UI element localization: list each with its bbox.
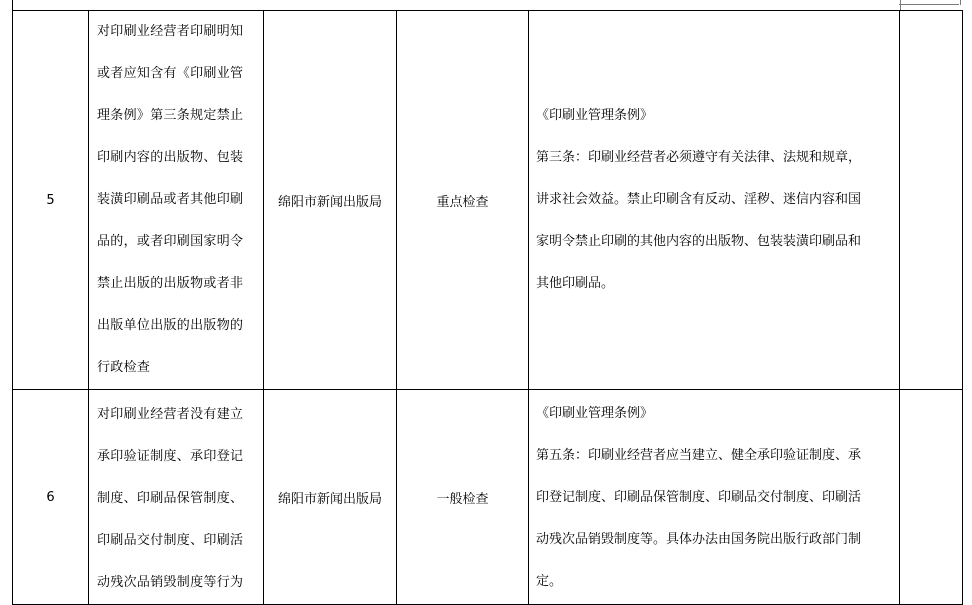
row-number-cell [13,11,89,390]
inspection-item-cell [89,11,264,390]
inspection-item-line: 禁止出版的出版物或者非 [97,276,244,291]
inspection-item-line: 或者应知含有《印刷业管 [97,66,244,81]
inspection-item-line: 制度、印刷品保管制度、 [97,491,244,506]
inspection-type: 重点检查 [436,194,489,210]
table-row [13,11,963,390]
legal-basis-text [529,391,899,603]
legal-basis-line: 家明令禁止印刷的其他内容的出版物、包装装潢印刷品和 [536,234,862,249]
inspection-item-text [89,11,263,389]
inspection-item-line: 印刷内容的出版物、包装 [97,150,244,165]
legal-basis-cell [529,390,900,605]
extra-cell [900,11,963,390]
inspection-item-line: 印刷品交付制度、印刷活 [97,533,244,548]
inspection-type-cell [397,11,529,390]
row-number: 5 [46,192,55,208]
inspection-item-line: 对印刷业经营者没有建立 [97,407,244,422]
department-cell [264,390,397,605]
extra-cell [900,390,963,605]
legal-basis-line: 讲求社会效益。禁止印刷含有反动、淫秽、迷信内容和国 [536,192,862,207]
legal-basis-line: 第五条：印刷业经营者应当建立、健全承印验证制度、承 [536,448,862,463]
legal-basis-line: 其他印刷品。 [536,276,615,291]
legal-basis-line: 动残次品销毁制度等。具体办法由国务院出版行政部门制 [536,532,862,547]
legal-basis-line: 定。 [536,574,563,589]
page-corner-mark [899,0,959,5]
legal-basis-cell [529,11,900,390]
legal-basis-line: 《印刷业管理条例》 [536,406,654,421]
inspection-item-line: 出版单位出版的出版物的 [97,318,244,333]
inspection-type-cell [397,390,529,605]
inspection-item-cell [89,390,264,605]
inspection-item-line: 承印验证制度、承印登记 [97,449,244,464]
inspection-item-line: 动残次品销毁制度等行为 [97,575,244,590]
department-cell [264,11,397,390]
legal-basis-line: 印登记制度、印刷品保管制度、印刷品交付制度、印刷活 [536,490,862,505]
page-corner-mark-vertical [900,0,901,10]
department-name: 绵阳市新闻出版局 [277,491,382,507]
table-row [13,390,963,605]
inspection-type: 一般检查 [436,491,489,507]
page-corner-tick [960,0,961,5]
inspection-item-line: 装潢印刷品或者其他印刷 [97,192,244,207]
inspection-item-line: 理条例》第三条规定禁止 [97,108,244,123]
inspection-item-text [89,390,263,604]
inspection-item-line: 对印刷业经营者印刷明知 [97,24,244,39]
row-number: 6 [46,489,55,505]
inspection-item-line: 品的，或者印刷国家明令 [97,234,244,249]
legal-basis-text [529,95,899,305]
legal-basis-line: 《印刷业管理条例》 [536,108,654,123]
table-top-continuation [12,0,905,10]
department-name: 绵阳市新闻出版局 [277,194,382,210]
inspection-item-line: 行政检查 [97,360,151,375]
legal-basis-line: 第三条：印刷业经营者必须遵守有关法律、法规和规章， [536,150,862,165]
inspection-table [12,10,963,605]
row-number-cell [13,390,89,605]
